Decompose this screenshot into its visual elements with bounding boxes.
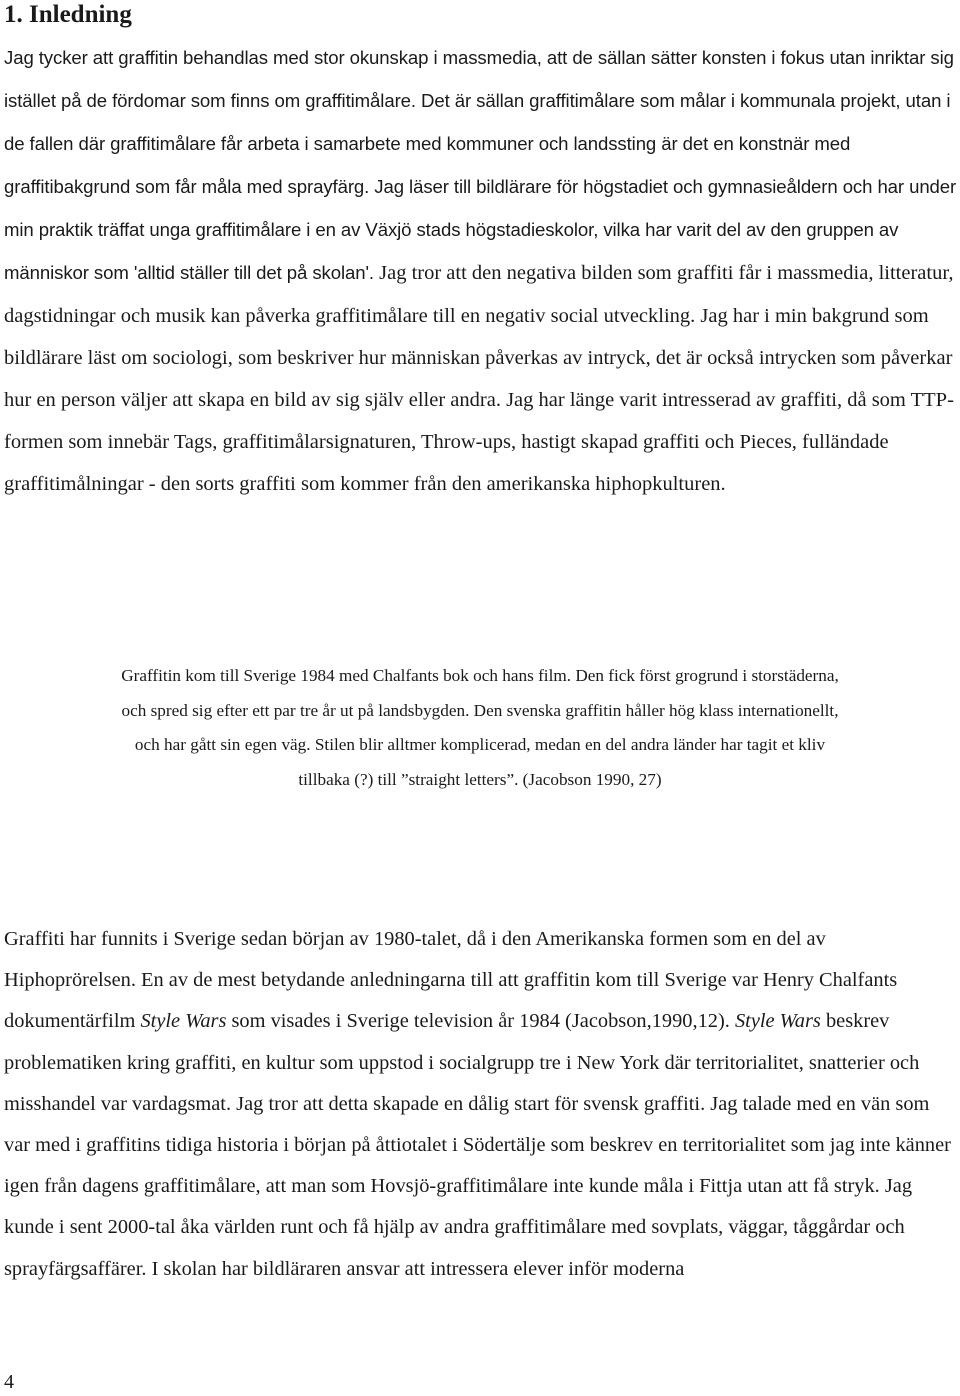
- film-title: Style Wars: [140, 1010, 227, 1033]
- intro-paragraph: [4, 37, 958, 506]
- quote-line: tillbaka (?) till ”straight letters”. (Jacobson 1990, 27): [298, 769, 662, 789]
- intro-paragraph-sans-text: Jag tycker att graffitin behandlas med stor okunskap i massmedia, att de sällan sätter konsten i fokus utan inriktar sig istället på de fördomar som finns om graffitimålare. Det är sällan graffitimålare som målar i kommunala projekt, utan i de fallen där graffitimålare får arbeta i samarbete med kommuner och landssting är det en konstnär med graffitibakgrund som får måla med sprayfärg. Jag läser till bildlärare för högstadiet och gymnasieåldern och har under min praktik träffat unga graffitimålare i en av Växjö stads högstadieskolor, vilka har varit del av den gruppen av människor som 'alltid ställer till det på skolan'.: [4, 47, 957, 284]
- page-number: 4: [4, 1371, 14, 1393]
- history-text: beskrev problematiken kring graffiti, en kultur som uppstod i socialgrupp tre i New York där territorialitet, snatterier och misshandel var vardagsmat. Jag tror att detta skapade en dålig start för svensk graffiti. Jag talade med en vän som var med i graffitins tidiga historia i början på åttiotalet i Södertälje som beskrev en territorialitet som jag inte känner igen från dagens graffitimålare, att man som Hovsjö-graffitimålare inte kunde måla i Fittja utan att få stryk. Jag kunde i sent 2000-tal åka världen runt och få hjälp av andra graffitimålare med sovplats, väggar, tåggårdar och sprayfärgsaffärer. I skolan har bildläraren ansvar att intressera elever inför moderna: [4, 1010, 951, 1280]
- section-heading: 1. Inledning: [4, 1, 132, 28]
- film-title: Style Wars: [734, 1010, 821, 1033]
- history-text: Graffiti har funnits i Sverige sedan början av 1980-talet, då i den Amerikanska formen som en del av Hiphoprörelsen. En av de mest betydande anledningarna till att graffitin kom till Sverige var Henry Chalfants dokumentärfilm: [4, 928, 898, 1033]
- block-quote: [40, 659, 920, 797]
- quote-line: och har gått sin egen väg. Stilen blir alltmer komplicerad, medan en del andra länder har tagit et kliv: [134, 735, 826, 754]
- quote-line: Graffitin kom till Sverige 1984 med Chalfants bok och hans film. Den fick först grogrund i storstäderna,: [121, 666, 839, 685]
- quote-line: och spred sig efter ett par tre år ut på landsbygden. Den svenska graffitin håller hög klass internationellt,: [121, 700, 839, 720]
- intro-paragraph-serif-text: Jag tror att den negativa bilden som graffiti får i massmedia, litteratur, dagstidningar och musik kan påverka graffitimålare till en negativ social utveckling. Jag har i min bakgrund som bildlärare läst om sociologi, som beskriver hur människan påverkas av intryck, det är också intrycken som påverkar hur en person väljer att skapa en bild av sig själv eller andra. Jag har länge varit intresserad av graffiti, då som TTP-formen som innebär Tags, graffitimålarsignaturen, Throw-ups, hastigt skapad graffiti och Pieces, fulländade graffitimålningar - den sorts graffiti som kommer från den amerikanska hiphopkulturen.: [4, 262, 954, 495]
- history-text: som visades i Sverige television år 1984 (Jacobson,1990,12).: [226, 1010, 735, 1033]
- history-paragraph: [4, 919, 958, 1290]
